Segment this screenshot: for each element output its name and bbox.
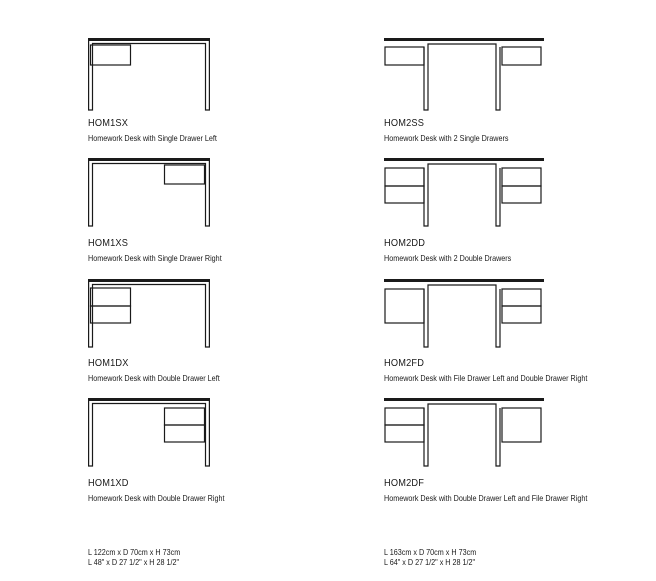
- product-code: HOM1XS: [88, 237, 129, 249]
- product-description: Homework Desk with Double Drawer Left: [88, 373, 220, 383]
- desk-drawing-hom2ss: [384, 38, 544, 112]
- product-description: Homework Desk with Double Drawer Left and File Drawer Right: [384, 493, 588, 503]
- dimensions-imperial: L 64" x D 27 1/2" x H 28 1/2": [384, 557, 476, 567]
- product-description: Homework Desk with Double Drawer Right: [88, 493, 225, 503]
- desk-drawing-hom1sx: [88, 38, 210, 112]
- product-description: Homework Desk with Single Drawer Left: [88, 133, 217, 143]
- dimensions-metric: L 163cm x D 70cm x H 73cm: [384, 547, 477, 557]
- dimensions-imperial: L 48" x D 27 1/2" x H 28 1/2": [88, 557, 180, 567]
- product-code: HOM2SS: [384, 117, 425, 129]
- product-description: Homework Desk with 2 Single Drawers: [384, 133, 509, 143]
- product-code: HOM1XD: [88, 477, 129, 489]
- product-code: HOM1DX: [88, 357, 129, 369]
- product-description: Homework Desk with 2 Double Drawers: [384, 253, 512, 263]
- product-code: HOM2FD: [384, 357, 425, 369]
- desk-drawing-hom2fd: [384, 279, 544, 349]
- desk-drawing-hom1dx: [88, 279, 210, 349]
- product-code: HOM2DD: [384, 237, 426, 249]
- desk-drawing-hom2df: [384, 398, 544, 468]
- desk-drawing-hom1xd: [88, 398, 210, 468]
- product-code: HOM2DF: [384, 477, 425, 489]
- product-description: Homework Desk with Single Drawer Right: [88, 253, 222, 263]
- dimensions-right: [384, 547, 476, 567]
- desk-drawing-hom1xs: [88, 158, 210, 228]
- desk-drawing-hom2dd: [384, 158, 544, 228]
- product-code: HOM1SX: [88, 117, 129, 129]
- dimensions-metric: L 122cm x D 70cm x H 73cm: [88, 547, 181, 557]
- dimensions-left: [88, 547, 180, 567]
- product-description: Homework Desk with File Drawer Left and Double Drawer Right: [384, 373, 588, 383]
